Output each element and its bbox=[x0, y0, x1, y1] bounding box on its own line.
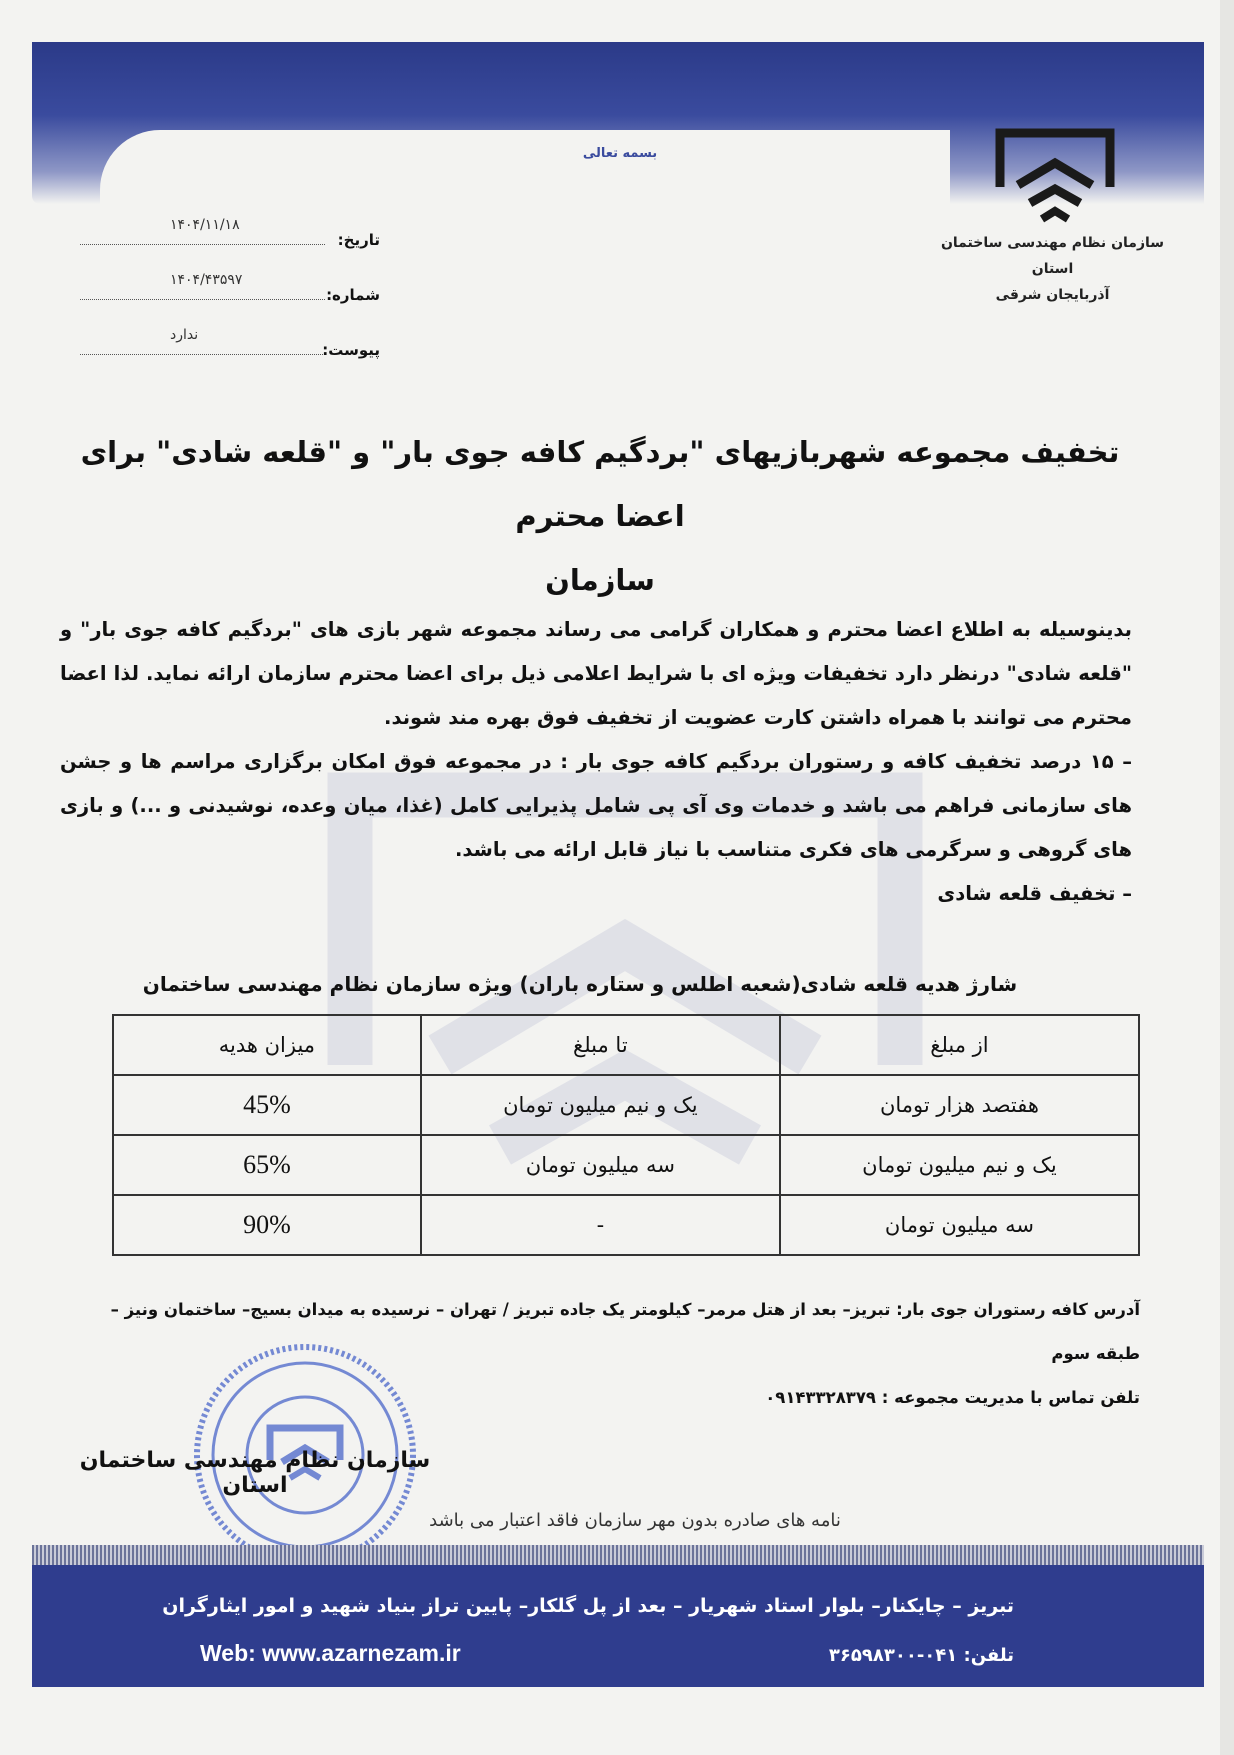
cell-to: سه میلیون تومان bbox=[421, 1135, 780, 1195]
bismillah: بسمه تعالی bbox=[582, 146, 658, 161]
number-label: شماره: bbox=[326, 286, 380, 304]
gift-charge-table bbox=[112, 1014, 1140, 1256]
date-label: تاریخ: bbox=[337, 231, 380, 249]
letter-meta bbox=[80, 200, 380, 365]
table-row bbox=[113, 1075, 1139, 1135]
cell-from: هفتصد هزار تومان bbox=[780, 1075, 1139, 1135]
validity-note: نامه های صادره بدون مهر سازمان فاقد اعتبار می باشد bbox=[429, 1510, 841, 1531]
organization-logo-icon bbox=[990, 125, 1120, 225]
attachment-value: ندارد bbox=[170, 327, 199, 343]
footer-phone: تلفن: ۰۴۱-۳۶۵۹۸۳۰۰ bbox=[828, 1645, 1014, 1666]
cafe-address-line1: آدرس کافه رستوران جوی بار: تبریز– بعد از هتل مرمر– کیلومتر یک جاده تبریز / تهران – نرسیده به میدان بسیج– ساختمان ونیز – bbox=[110, 1300, 1140, 1319]
footer-address: تبریز – چایکنار– بلوار استاد شهریار – بعد از پل گلکار– پایین تراز بنیاد شهید و امور ایثارگران bbox=[162, 1595, 1014, 1617]
signature-org-name: سازمان نظام مهندسی ساختمان استان bbox=[79, 1448, 431, 1498]
cell-from: سه میلیون تومان bbox=[780, 1195, 1139, 1255]
header-gift-percent: میزان هدیه bbox=[113, 1015, 421, 1075]
letter-title bbox=[60, 420, 1140, 612]
cell-gift: 45% bbox=[113, 1075, 421, 1135]
cafe-address-line2: طبقه سوم bbox=[1051, 1344, 1140, 1363]
cell-from: یک و نیم میلیون تومان bbox=[780, 1135, 1139, 1195]
organization-name bbox=[930, 230, 1175, 308]
footer-stripes bbox=[32, 1545, 1204, 1565]
table-caption: شارژ هدیه قلعه شادی(شعبه اطلس و ستاره باران) ویژه سازمان نظام مهندسی ساختمان bbox=[142, 972, 1018, 996]
cell-to: یک و نیم میلیون تومان bbox=[421, 1075, 780, 1135]
meta-dotted-line bbox=[80, 244, 325, 245]
title-line2: سازمان bbox=[545, 563, 655, 597]
header-cutout bbox=[100, 130, 950, 210]
cell-to: - bbox=[421, 1195, 780, 1255]
title-line1: تخفیف مجموعه شهربازیهای "بردگیم کافه جوی بار" و "قلعه شادی" برای اعضا محترم bbox=[80, 435, 1120, 533]
header-from-amount: از مبلغ bbox=[780, 1015, 1139, 1075]
table-row bbox=[113, 1195, 1139, 1255]
org-name-line2: آذربایجان شرقی bbox=[995, 287, 1110, 303]
letter-body bbox=[60, 608, 1132, 916]
meta-dotted-line bbox=[80, 354, 325, 355]
meta-dotted-line bbox=[80, 299, 325, 300]
table-row bbox=[113, 1135, 1139, 1195]
attachment-label: پیوست: bbox=[322, 341, 380, 359]
table-header-row bbox=[113, 1015, 1139, 1075]
cell-gift: 90% bbox=[113, 1195, 421, 1255]
meta-number-row bbox=[80, 255, 380, 310]
body-paragraph-castle: – تخفیف قلعه شادی bbox=[937, 882, 1132, 905]
date-value: ۱۴۰۴/۱۱/۱۸ bbox=[170, 217, 240, 233]
footer-band bbox=[32, 1565, 1204, 1687]
org-name-line1: سازمان نظام مهندسی ساختمان استان bbox=[940, 235, 1165, 277]
footer-website-link[interactable]: Web: www.azarnezam.ir bbox=[200, 1640, 461, 1666]
meta-attachment-row bbox=[80, 310, 380, 365]
body-paragraph-intro: بدینوسیله به اطلاع اعضا محترم و همکاران گرامی می رساند مجموعه شهر بازی های "بردگیم کافه جوی بار" و "قلعه شادی" درنظر دارد تخفیفات ویژه ای با شرایط اعلامی ذیل برای اعضا محترم سازمان ارائه نماید. لذا اعضا محترم می توانند با همراه داشتن کارت عضویت از تخفیف فوق بهره مند شوند. bbox=[60, 618, 1132, 729]
meta-date-row bbox=[80, 200, 380, 255]
scan-edge bbox=[1220, 0, 1234, 1755]
management-phone: تلفن تماس با مدیریت مجموعه : ۰۹۱۴۳۳۲۸۳۷۹ bbox=[765, 1388, 1140, 1407]
header-to-amount: تا مبلغ bbox=[421, 1015, 780, 1075]
body-paragraph-cafe: – ۱۵ درصد تخفیف کافه و رستوران بردگیم کافه جوی بار : در مجموعه فوق امکان برگزاری مراسم ها و جشن های سازمانی فراهم می باشد و خدمات وی آی پی شامل پذیرایی کامل (غذا، میان وعده، نوشیدنی و ...) و بازی های گروهی و سرگرمی های فکری متناسب با نیاز قابل ارائه می باشد. bbox=[60, 750, 1132, 861]
cell-gift: 65% bbox=[113, 1135, 421, 1195]
number-value: ۱۴۰۴/۴۳۵۹۷ bbox=[170, 272, 243, 288]
